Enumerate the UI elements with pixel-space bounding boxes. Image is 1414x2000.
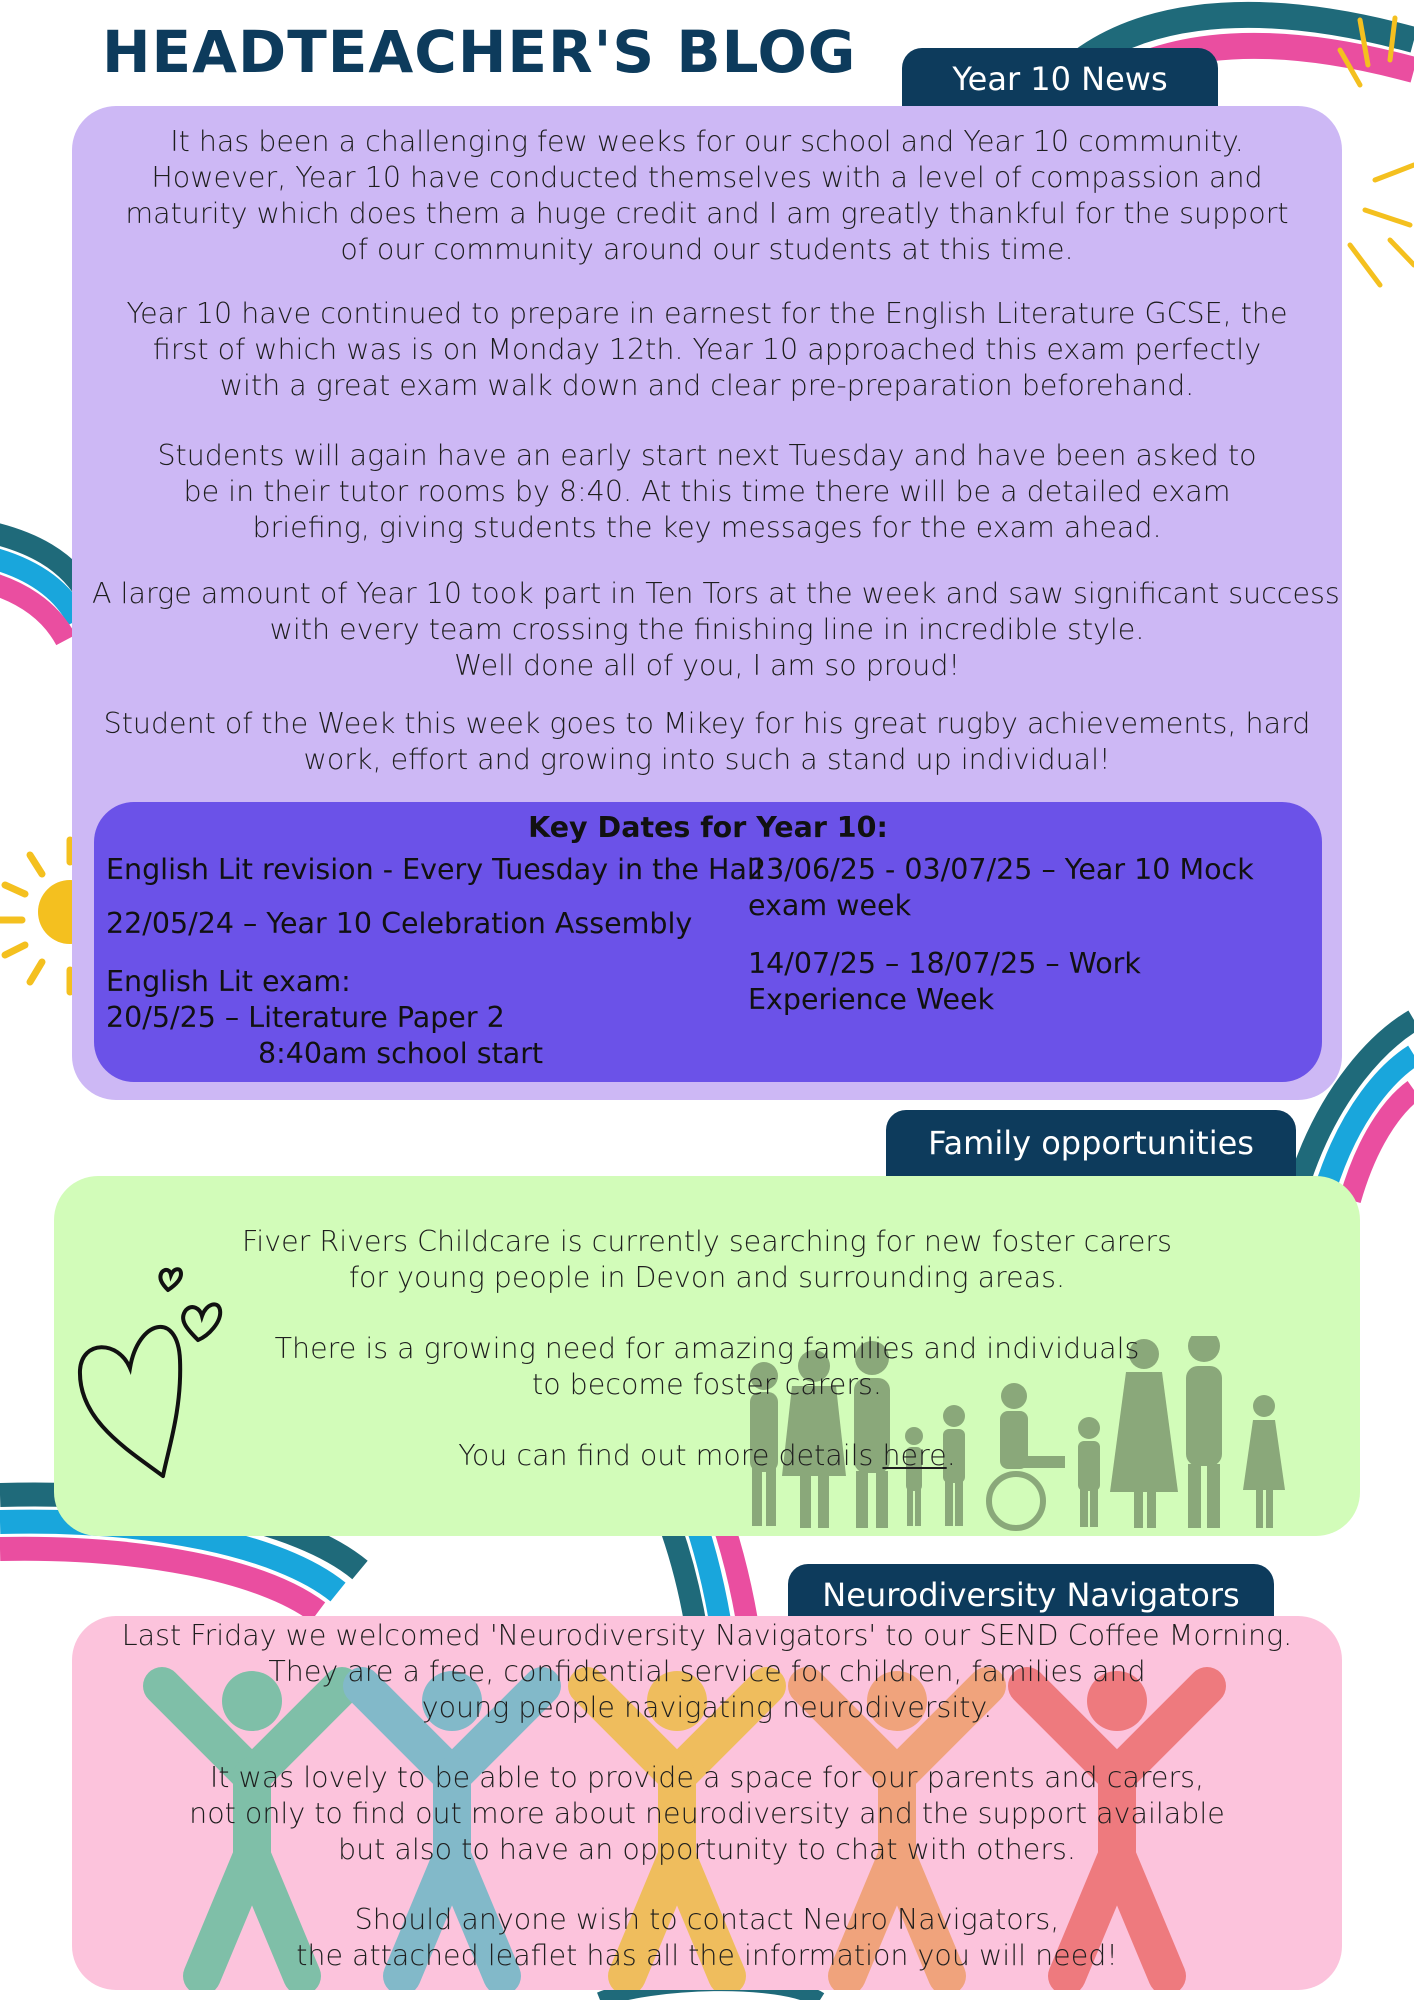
tab-label: Year 10 News <box>952 60 1168 98</box>
tab-year10-news <box>902 48 1218 110</box>
key-date-item: 20/5/25 – Literature Paper 2 <box>106 1001 505 1034</box>
year10-paragraph-2 <box>72 296 1342 404</box>
text-line: but also to have an opportunity to chat with others. <box>338 1833 1076 1866</box>
details-link[interactable]: here <box>882 1439 947 1472</box>
text-line: Last Friday we welcomed 'Neurodiversity Navigators' to our SEND Coffee Morning. <box>121 1619 1293 1652</box>
link-prefix: You can find out more details <box>458 1439 883 1472</box>
text-line: It has been a challenging few weeks for our school and Year 10 community. <box>170 125 1244 158</box>
text-line: Year 10 have continued to prepare in earnest for the English Literature GCSE, the <box>126 297 1288 330</box>
text-line: Should anyone wish to contact Neuro Navigators, <box>354 1903 1060 1936</box>
text-line: with every team crossing the finishing line in incredible style. <box>269 613 1145 646</box>
text-line: It was lovely to be able to provide a space for our parents and carers, <box>209 1761 1205 1794</box>
family-opportunities-panel <box>54 1176 1360 1536</box>
page-title: HEADTEACHER'S BLOG <box>102 18 857 86</box>
year10-news-panel <box>72 106 1342 1100</box>
neuro-paragraph-2 <box>72 1760 1342 1868</box>
key-date-item: Experience Week <box>748 983 995 1016</box>
text-line: They are a free, confidential service for children, families and <box>268 1655 1146 1688</box>
year10-paragraph-3 <box>72 438 1342 546</box>
text-line: be in their tutor rooms by 8:40. At this time there will be a detailed exam <box>183 475 1231 508</box>
key-date-item: exam week <box>748 889 912 922</box>
tab-label: Neurodiversity Navigators <box>822 1576 1240 1614</box>
key-date-item: English Lit exam: <box>106 965 351 998</box>
text-line: for young people in Devon and surrounding areas. <box>348 1261 1066 1294</box>
neuro-paragraph-3 <box>72 1902 1342 1974</box>
text-line: first of which was is on Monday 12th. Year 10 approached this exam perfectly <box>152 333 1262 366</box>
text-line <box>74 1438 1340 1474</box>
link-suffix: . <box>946 1439 956 1472</box>
text-line: young people navigating neurodiversity. <box>421 1691 993 1724</box>
tab-family-opportunities <box>886 1110 1296 1176</box>
text-line: the attached leaflet has all the information you will need! <box>296 1939 1118 1972</box>
text-line: with a great exam walk down and clear pre-preparation beforehand. <box>219 369 1195 402</box>
tab-label: Family opportunities <box>928 1124 1254 1162</box>
text-line: briefing, giving students the key messages for the exam ahead. <box>252 511 1162 544</box>
family-paragraph-3 <box>54 1438 1360 1474</box>
neurodiversity-panel <box>72 1616 1342 1990</box>
text-line: to become foster carers. <box>532 1368 882 1401</box>
text-line: Well done all of you, I am so proud! <box>454 649 960 682</box>
text-line: maturity which does them a huge credit and I am greatly thankful for the support <box>125 197 1289 230</box>
key-dates-heading: Key Dates for Year 10: <box>528 811 888 844</box>
year10-paragraph-5 <box>72 706 1342 778</box>
neuro-paragraph-1 <box>72 1618 1342 1726</box>
text-line: Students will again have an early start next Tuesday and have been asked to <box>157 439 1257 472</box>
key-date-item: 8:40am school start <box>258 1037 544 1070</box>
text-line: of our community around our students at this time. <box>340 233 1074 266</box>
key-date-item: 22/05/24 – Year 10 Celebration Assembly <box>106 907 693 940</box>
key-date-item: 14/07/25 – 18/07/25 – Work <box>748 947 1141 980</box>
key-date-item: 23/06/25 - 03/07/25 – Year 10 Mock <box>748 853 1254 886</box>
text-line: work, effort and growing into such a stand up individual! <box>303 743 1111 776</box>
text-line: A large amount of Year 10 took part in Ten Tors at the week and saw significant success <box>92 577 1340 610</box>
family-paragraph-1 <box>54 1224 1360 1296</box>
year10-paragraph-4 <box>72 576 1342 684</box>
key-date-item: English Lit revision - Every Tuesday in the Hall <box>106 853 763 886</box>
key-dates-box <box>94 802 1322 1082</box>
family-paragraph-2 <box>54 1331 1360 1403</box>
year10-paragraph-1 <box>72 124 1342 268</box>
text-line: There is a growing need for amazing families and individuals <box>274 1332 1140 1365</box>
text-line: not only to find out more about neurodiversity and the support available <box>189 1797 1225 1830</box>
text-line: Fiver Rivers Childcare is currently searching for new foster carers <box>241 1225 1172 1258</box>
text-line: Student of the Week this week goes to Mikey for his great rugby achievements, hard <box>103 707 1311 740</box>
text-line: However, Year 10 have conducted themselves with a level of compassion and <box>151 161 1263 194</box>
